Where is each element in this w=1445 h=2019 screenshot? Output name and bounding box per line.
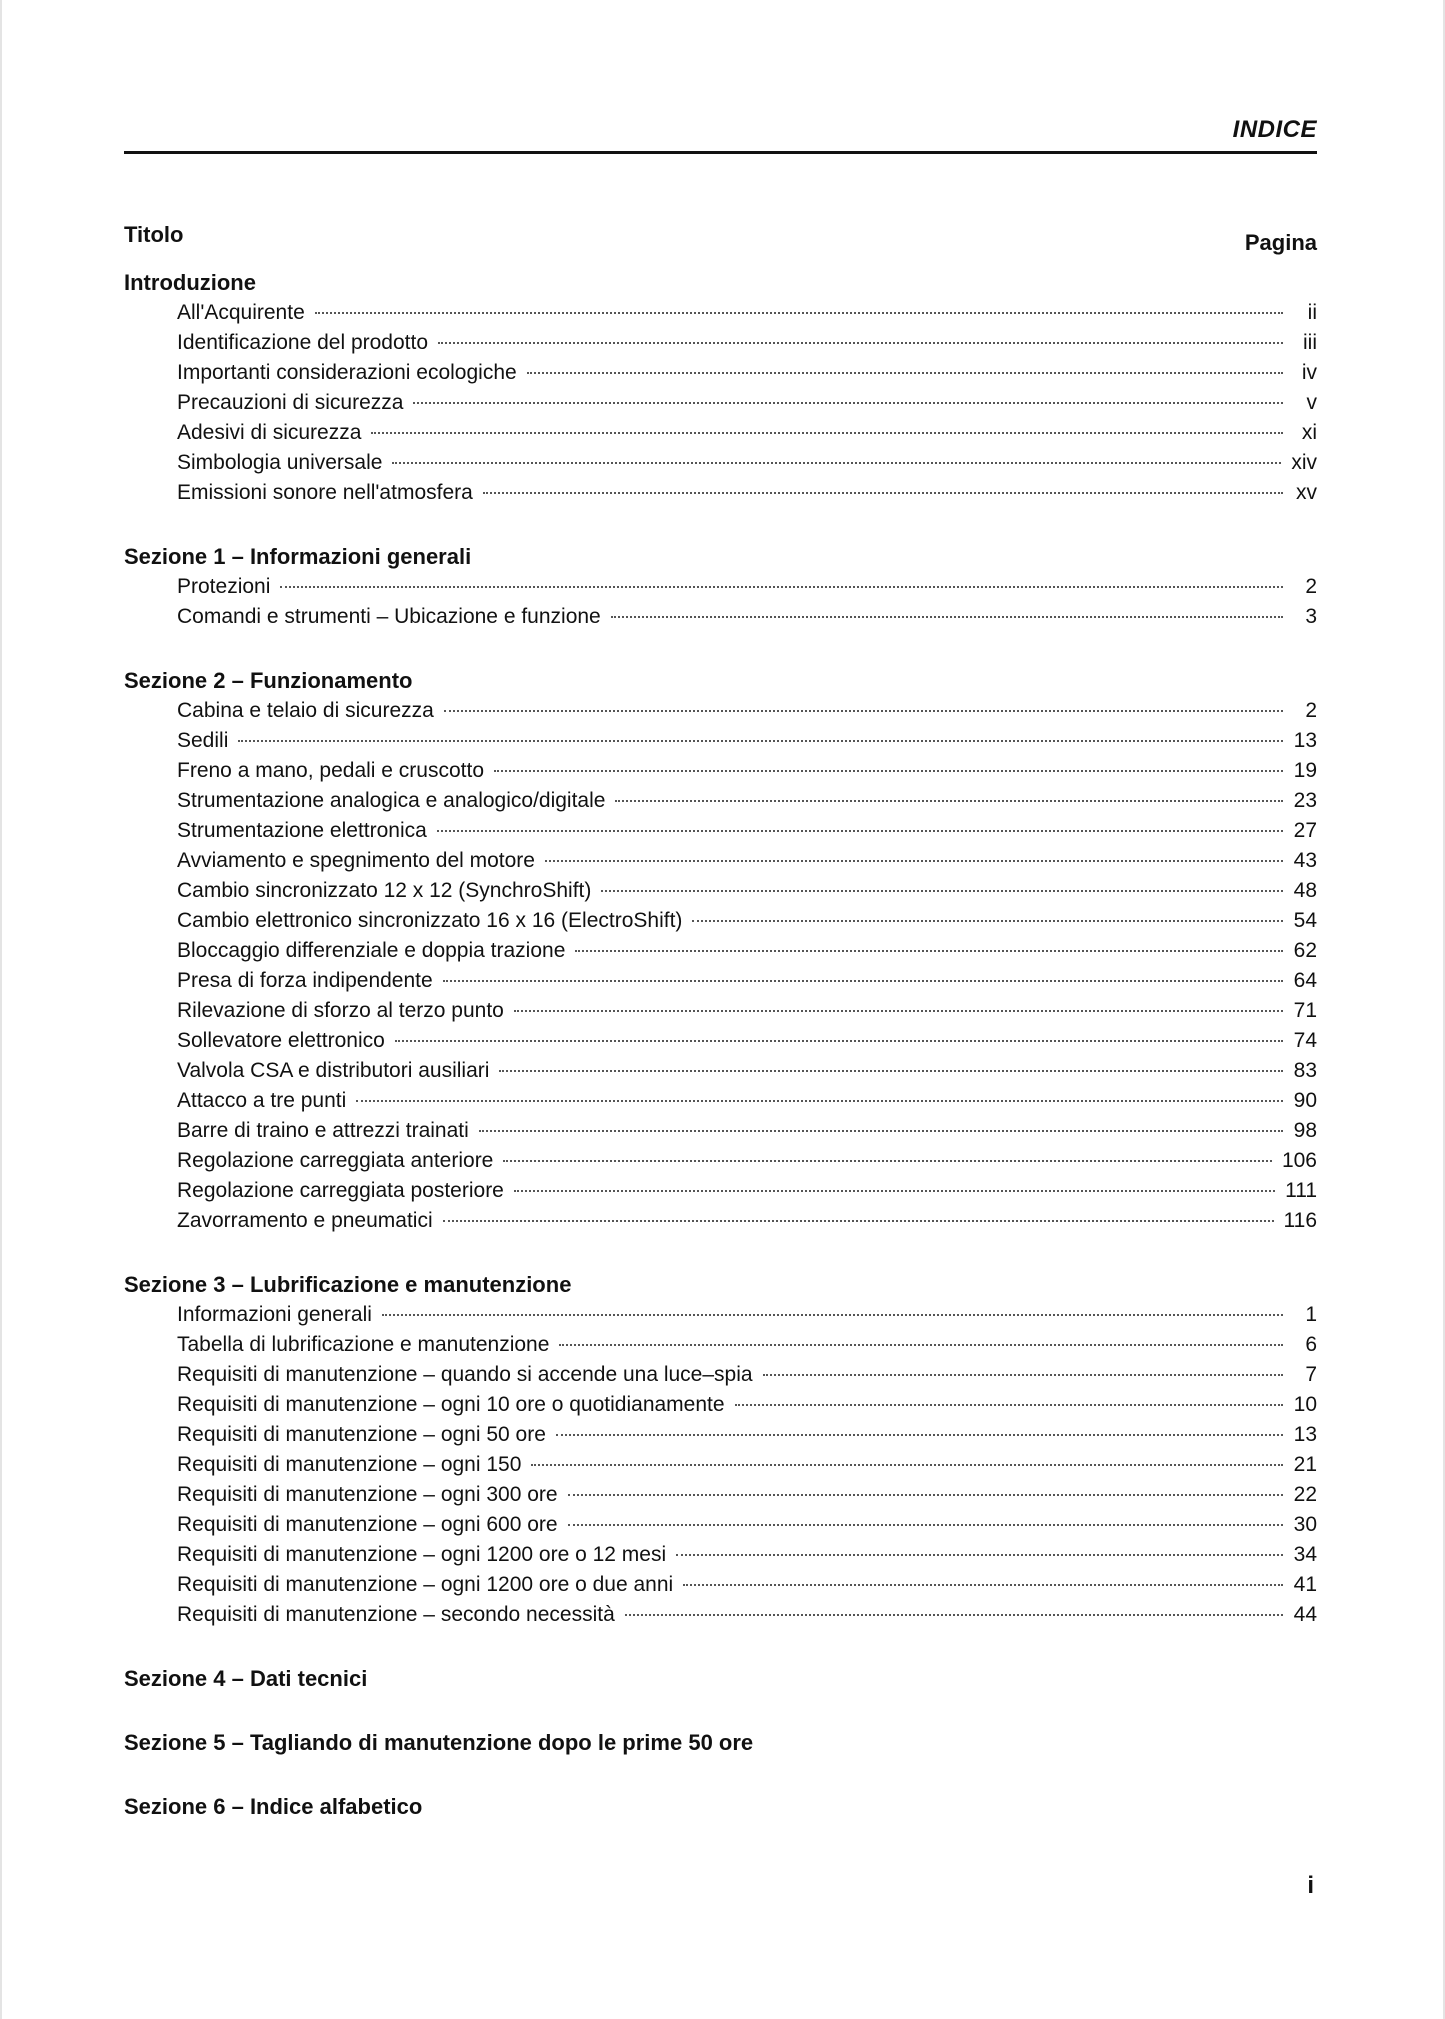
- entry-title: Requisiti di manutenzione – quando si accende una luce–spia: [177, 1363, 753, 1386]
- toc-entry: [124, 1086, 1317, 1116]
- entry-title: Rilevazione di sforzo al terzo punto: [177, 999, 504, 1022]
- entry-page-number: 106: [1281, 1149, 1317, 1172]
- entry-title: Barre di traino e attrezzi trainati: [177, 1119, 469, 1142]
- toc-entry: [124, 906, 1317, 936]
- entry-page-number: 23: [1293, 789, 1317, 812]
- dot-leader: [615, 800, 1283, 802]
- dot-leader: [556, 1434, 1283, 1436]
- dot-leader: [280, 586, 1283, 588]
- dot-leader: [763, 1374, 1283, 1376]
- entry-title: Strumentazione analogica e analogico/digitale: [177, 789, 606, 812]
- toc-entry: [124, 1206, 1317, 1236]
- entry-title: Adesivi di sicurezza: [177, 421, 362, 444]
- entry-title: Sollevatore elettronico: [177, 1029, 385, 1052]
- entry-title: Requisiti di manutenzione – ogni 1200 ore o 12 mesi: [177, 1543, 667, 1566]
- toc-section: [124, 1270, 1317, 1630]
- entry-page-number: 2: [1305, 575, 1317, 598]
- dot-leader: [625, 1614, 1283, 1616]
- table-of-contents: [124, 268, 1317, 1856]
- entry-title: Regolazione carreggiata anteriore: [177, 1149, 494, 1172]
- entry-page-number: 43: [1293, 849, 1317, 872]
- entry-page-number: 116: [1283, 1209, 1317, 1232]
- header-rule: [124, 151, 1317, 154]
- entry-page-number: 1: [1305, 1303, 1317, 1326]
- page-number: i: [1307, 1872, 1314, 1899]
- toc-entry: [124, 876, 1317, 906]
- entry-page-number: 54: [1293, 909, 1317, 932]
- toc-entry: [124, 1116, 1317, 1146]
- dot-leader: [601, 890, 1283, 892]
- dot-leader: [611, 616, 1283, 618]
- toc-entry: [124, 996, 1317, 1026]
- entry-title: Requisiti di manutenzione – ogni 600 ore: [177, 1513, 558, 1536]
- entry-page-number: xv: [1296, 481, 1317, 504]
- entry-page-number: 98: [1293, 1119, 1317, 1142]
- toc-entry: [124, 478, 1317, 508]
- dot-leader: [575, 950, 1283, 952]
- entry-title: Identificazione del prodotto: [177, 331, 429, 354]
- entry-page-number: v: [1306, 391, 1317, 414]
- entry-page-number: iv: [1301, 361, 1317, 384]
- entry-page-number: 13: [1293, 1423, 1317, 1446]
- entry-page-number: 21: [1293, 1453, 1317, 1476]
- entry-page-number: 6: [1305, 1333, 1317, 1356]
- toc-section: [124, 268, 1317, 508]
- scan-edge-left: [0, 0, 2, 2019]
- toc-entry: [124, 846, 1317, 876]
- entry-title: Comandi e strumenti – Ubicazione e funzione: [177, 605, 601, 628]
- entry-page-number: 22: [1293, 1483, 1317, 1506]
- entry-title: Emissioni sonore nell'atmosfera: [177, 481, 473, 504]
- entry-title: Cambio elettronico sincronizzato 16 x 16 (ElectroShift): [177, 909, 683, 932]
- entry-title: Requisiti di manutenzione – ogni 300 ore: [177, 1483, 558, 1506]
- dot-leader: [514, 1190, 1275, 1192]
- entry-page-number: 30: [1293, 1513, 1317, 1536]
- toc-section: [124, 1728, 1317, 1758]
- toc-section: [124, 666, 1317, 1236]
- entry-page-number: 111: [1285, 1179, 1317, 1202]
- toc-entry: [124, 1056, 1317, 1086]
- entry-page-number: 10: [1293, 1393, 1317, 1416]
- dot-leader: [692, 920, 1283, 922]
- toc-entry: [124, 448, 1317, 478]
- entry-page-number: 19: [1293, 759, 1317, 782]
- section-heading: Introduzione: [124, 270, 256, 295]
- toc-entry: [124, 602, 1317, 632]
- toc-entry: [124, 572, 1317, 602]
- toc-entry: [124, 1330, 1317, 1360]
- toc-entry: [124, 358, 1317, 388]
- toc-entry: [124, 1146, 1317, 1176]
- entry-page-number: 62: [1293, 939, 1317, 962]
- toc-section: [124, 1664, 1317, 1694]
- toc-entry: [124, 816, 1317, 846]
- page-header-title: INDICE: [1232, 116, 1317, 143]
- section-heading: Sezione 2 – Funzionamento: [124, 668, 413, 693]
- toc-entry: [124, 936, 1317, 966]
- toc-entry: [124, 1026, 1317, 1056]
- entry-title: Simbologia universale: [177, 451, 383, 474]
- entry-title: Presa di forza indipendente: [177, 969, 433, 992]
- toc-entry: [124, 1300, 1317, 1330]
- toc-entry: [124, 1600, 1317, 1630]
- entry-title: Avviamento e spegnimento del motore: [177, 849, 535, 872]
- entry-page-number: ii: [1307, 301, 1317, 324]
- entry-title: Cambio sincronizzato 12 x 12 (SynchroShift): [177, 879, 592, 902]
- entry-page-number: 83: [1293, 1059, 1317, 1082]
- entry-page-number: 34: [1293, 1543, 1317, 1566]
- entry-title: Sedili: [177, 729, 229, 752]
- entry-title: Attacco a tre punti: [177, 1089, 347, 1112]
- toc-entry: [124, 966, 1317, 996]
- entry-title: Requisiti di manutenzione – ogni 150: [177, 1453, 522, 1476]
- dot-leader: [315, 312, 1283, 314]
- dot-leader: [503, 1160, 1272, 1162]
- dot-leader: [444, 710, 1283, 712]
- dot-leader: [437, 830, 1283, 832]
- dot-leader: [392, 462, 1281, 464]
- dot-leader: [479, 1130, 1283, 1132]
- toc-entry: [124, 1360, 1317, 1390]
- dot-leader: [483, 492, 1283, 494]
- entry-title: Requisiti di manutenzione – ogni 1200 ore o due anni: [177, 1573, 674, 1596]
- section-heading: Sezione 3 – Lubrificazione e manutenzione: [124, 1272, 572, 1297]
- dot-leader: [371, 432, 1283, 434]
- dot-leader: [356, 1100, 1283, 1102]
- toc-entry: [124, 418, 1317, 448]
- entry-title: Regolazione carreggiata posteriore: [177, 1179, 504, 1202]
- toc-entry: [124, 1390, 1317, 1420]
- entry-title: Protezioni: [177, 575, 271, 598]
- toc-entry: [124, 1540, 1317, 1570]
- entry-title: Valvola CSA e distributori ausiliari: [177, 1059, 490, 1082]
- toc-entry: [124, 1420, 1317, 1450]
- toc-entry: [124, 756, 1317, 786]
- dot-leader: [443, 1220, 1274, 1222]
- toc-section: [124, 542, 1317, 632]
- entry-title: Cabina e telaio di sicurezza: [177, 699, 434, 722]
- section-heading: Sezione 6 – Indice alfabetico: [124, 1794, 423, 1819]
- dot-leader: [568, 1524, 1283, 1526]
- toc-entry: [124, 1480, 1317, 1510]
- entry-page-number: iii: [1303, 331, 1317, 354]
- dot-leader: [413, 402, 1283, 404]
- entry-title: Importanti considerazioni ecologiche: [177, 361, 517, 384]
- dot-leader: [676, 1554, 1283, 1556]
- toc-entry: [124, 298, 1317, 328]
- toc-entry: [124, 1450, 1317, 1480]
- dot-leader: [683, 1584, 1283, 1586]
- entry-title: Requisiti di manutenzione – ogni 10 ore o quotidianamente: [177, 1393, 725, 1416]
- entry-title: Tabella di lubrificazione e manutenzione: [177, 1333, 550, 1356]
- toc-entry: [124, 786, 1317, 816]
- entry-page-number: 41: [1293, 1573, 1317, 1596]
- section-heading: Sezione 4 – Dati tecnici: [124, 1666, 368, 1691]
- column-header-page: Pagina: [1244, 230, 1317, 255]
- column-header-title: Titolo: [124, 222, 184, 247]
- dot-leader: [438, 342, 1283, 344]
- entry-page-number: 64: [1293, 969, 1317, 992]
- dot-leader: [545, 860, 1283, 862]
- dot-leader: [527, 372, 1283, 374]
- entry-page-number: 44: [1293, 1603, 1317, 1626]
- section-heading: Sezione 1 – Informazioni generali: [124, 544, 472, 569]
- dot-leader: [735, 1404, 1283, 1406]
- entry-page-number: 2: [1305, 699, 1317, 722]
- entry-title: Informazioni generali: [177, 1303, 372, 1326]
- entry-title: Strumentazione elettronica: [177, 819, 427, 842]
- entry-title: Precauzioni di sicurezza: [177, 391, 404, 414]
- toc-entry: [124, 1176, 1317, 1206]
- toc-entry: [124, 1570, 1317, 1600]
- dot-leader: [238, 740, 1283, 742]
- toc-entry: [124, 388, 1317, 418]
- entry-page-number: 7: [1305, 1363, 1317, 1386]
- entry-page-number: 74: [1293, 1029, 1317, 1052]
- entry-title: Requisiti di manutenzione – ogni 50 ore: [177, 1423, 546, 1446]
- entry-title: Freno a mano, pedali e cruscotto: [177, 759, 485, 782]
- dot-leader: [559, 1344, 1283, 1346]
- dot-leader: [568, 1494, 1283, 1496]
- entry-page-number: 90: [1293, 1089, 1317, 1112]
- dot-leader: [531, 1464, 1283, 1466]
- section-heading: Sezione 5 – Tagliando di manutenzione dopo le prime 50 ore: [124, 1730, 754, 1755]
- toc-entry: [124, 1510, 1317, 1540]
- toc-entry: [124, 696, 1317, 726]
- dot-leader: [514, 1010, 1283, 1012]
- entry-page-number: xiv: [1291, 451, 1317, 474]
- entry-title: All'Acquirente: [177, 301, 305, 324]
- entry-page-number: 71: [1293, 999, 1317, 1022]
- entry-page-number: 13: [1293, 729, 1317, 752]
- dot-leader: [499, 1070, 1283, 1072]
- entry-page-number: 3: [1305, 605, 1317, 628]
- entry-page-number: 27: [1293, 819, 1317, 842]
- toc-entry: [124, 328, 1317, 358]
- dot-leader: [395, 1040, 1283, 1042]
- entry-page-number: xi: [1301, 421, 1317, 444]
- entry-title: Zavorramento e pneumatici: [177, 1209, 433, 1232]
- entry-title: Bloccaggio differenziale e doppia trazione: [177, 939, 566, 962]
- toc-section: [124, 1792, 1317, 1822]
- entry-page-number: 48: [1293, 879, 1317, 902]
- dot-leader: [443, 980, 1283, 982]
- entry-title: Requisiti di manutenzione – secondo necessità: [177, 1603, 615, 1626]
- dot-leader: [494, 770, 1283, 772]
- dot-leader: [382, 1314, 1283, 1316]
- toc-entry: [124, 726, 1317, 756]
